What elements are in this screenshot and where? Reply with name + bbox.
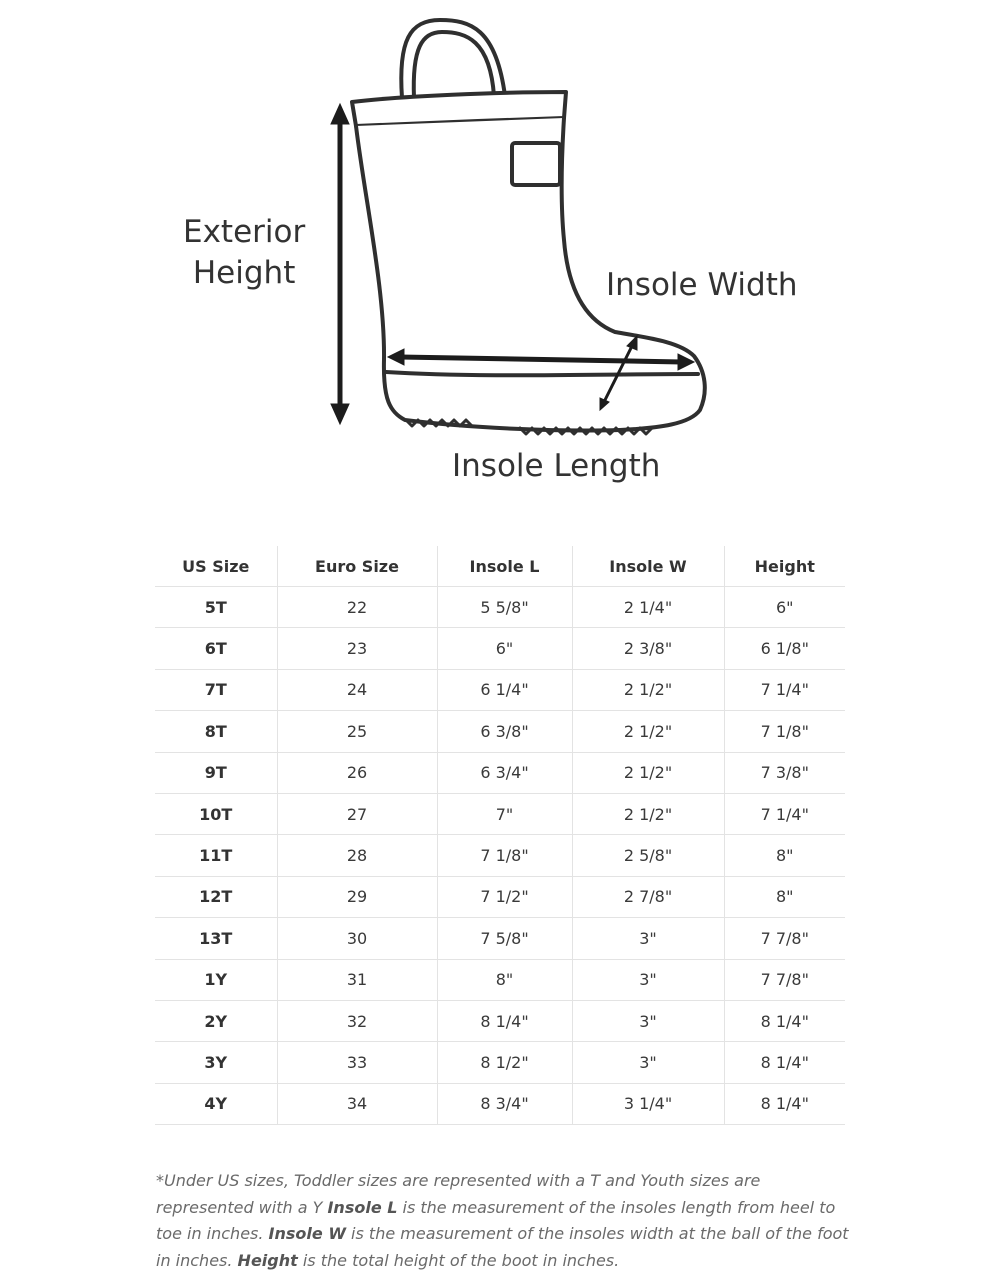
boot-diagram — [0, 0, 1000, 520]
size-chart-footnote — [156, 1168, 856, 1274]
footnote-insole-w-desc: is the measurement of the insoles width at the ball of the foot in inches. — [156, 1224, 849, 1270]
cell-height: 8 1/4" — [724, 1083, 845, 1124]
table-row — [155, 959, 845, 1000]
cell-insole-width: 2 1/2" — [572, 793, 724, 834]
footnote-height-desc: is the total height of the boot in inches. — [297, 1250, 620, 1270]
cell-insole-length: 5 5/8" — [437, 587, 572, 628]
table-row — [155, 793, 845, 834]
footnote-insole-l-term: Insole L — [327, 1197, 398, 1217]
cell-us-size: 6T — [155, 628, 277, 669]
cell-insole-width: 2 7/8" — [572, 876, 724, 917]
cell-height: 8" — [724, 835, 845, 876]
footnote-insole-w-term: Insole W — [268, 1224, 346, 1244]
cell-us-size: 12T — [155, 876, 277, 917]
cell-us-size: 3Y — [155, 1042, 277, 1083]
footnote-intro: *Under US sizes, Toddler sizes are represented with a T and Youth sizes are represented with a Y — [156, 1171, 761, 1217]
exterior-height-label — [183, 212, 305, 294]
cell-insole-length: 8 1/2" — [437, 1042, 572, 1083]
exterior-height-label-line1: Exterior — [183, 214, 306, 250]
table-row — [155, 628, 845, 669]
cell-insole-width: 2 1/2" — [572, 752, 724, 793]
boot-side-tab — [512, 143, 560, 185]
footnote-height-term: Height — [237, 1250, 298, 1270]
cell-height: 7 1/4" — [724, 669, 845, 710]
table-row — [155, 752, 845, 793]
cell-insole-length: 6 3/8" — [437, 711, 572, 752]
cell-us-size: 13T — [155, 918, 277, 959]
header-insole-width: Insole W — [572, 546, 724, 587]
cell-us-size: 11T — [155, 835, 277, 876]
header-height: Height — [724, 546, 845, 587]
cell-euro-size: 27 — [277, 793, 437, 834]
cell-us-size: 2Y — [155, 1000, 277, 1041]
table-header-row — [155, 546, 845, 587]
cell-height: 7 7/8" — [724, 918, 845, 959]
cell-height: 7 1/8" — [724, 711, 845, 752]
cell-us-size: 10T — [155, 793, 277, 834]
cell-insole-width: 2 1/4" — [572, 587, 724, 628]
cell-height: 6" — [724, 587, 845, 628]
table-row — [155, 1042, 845, 1083]
table-row — [155, 711, 845, 752]
cell-euro-size: 25 — [277, 711, 437, 752]
header-us-size: US Size — [155, 546, 277, 587]
cell-us-size: 1Y — [155, 959, 277, 1000]
cell-us-size: 8T — [155, 711, 277, 752]
cell-height: 6 1/8" — [724, 628, 845, 669]
exterior-height-arrow-top — [331, 104, 349, 124]
table-row — [155, 587, 845, 628]
cell-insole-width: 2 3/8" — [572, 628, 724, 669]
table-row — [155, 1000, 845, 1041]
cell-euro-size: 22 — [277, 587, 437, 628]
table-row — [155, 876, 845, 917]
cell-height: 8 1/4" — [724, 1042, 845, 1083]
cell-insole-width: 2 1/2" — [572, 711, 724, 752]
cell-height: 8" — [724, 876, 845, 917]
table-row — [155, 1083, 845, 1124]
cell-insole-width: 3 1/4" — [572, 1083, 724, 1124]
cell-insole-length: 6 1/4" — [437, 669, 572, 710]
cell-insole-length: 7 1/2" — [437, 876, 572, 917]
cell-euro-size: 32 — [277, 1000, 437, 1041]
cell-insole-width: 3" — [572, 1042, 724, 1083]
cell-euro-size: 30 — [277, 918, 437, 959]
cell-euro-size: 29 — [277, 876, 437, 917]
cell-height: 8 1/4" — [724, 1000, 845, 1041]
cell-insole-length: 7 5/8" — [437, 918, 572, 959]
table-row — [155, 918, 845, 959]
cell-euro-size: 23 — [277, 628, 437, 669]
cell-height: 7 3/8" — [724, 752, 845, 793]
insole-length-label: Insole Length — [452, 448, 661, 484]
cell-insole-width: 3" — [572, 918, 724, 959]
exterior-height-label-line2: Height — [192, 255, 296, 291]
exterior-height-arrow-bottom — [331, 404, 349, 424]
cell-us-size: 4Y — [155, 1083, 277, 1124]
cell-euro-size: 34 — [277, 1083, 437, 1124]
cell-insole-width: 3" — [572, 1000, 724, 1041]
cell-insole-length: 7 1/8" — [437, 835, 572, 876]
table-row — [155, 835, 845, 876]
cell-insole-width: 2 1/2" — [572, 669, 724, 710]
footnote-insole-l-desc: is the measurement of the insoles length from heel to toe in inches. — [156, 1197, 836, 1244]
cell-euro-size: 31 — [277, 959, 437, 1000]
cell-euro-size: 28 — [277, 835, 437, 876]
cell-us-size: 7T — [155, 669, 277, 710]
cell-us-size: 9T — [155, 752, 277, 793]
cell-euro-size: 26 — [277, 752, 437, 793]
cell-insole-width: 3" — [572, 959, 724, 1000]
insole-width-label: Insole Width — [606, 267, 798, 303]
table-row — [155, 669, 845, 710]
cell-us-size: 5T — [155, 587, 277, 628]
cell-height: 7 1/4" — [724, 793, 845, 834]
cell-height: 7 7/8" — [724, 959, 845, 1000]
size-chart-table — [155, 546, 845, 1125]
header-euro-size: Euro Size — [277, 546, 437, 587]
cell-insole-length: 8 1/4" — [437, 1000, 572, 1041]
header-insole-length: Insole L — [437, 546, 572, 587]
boot-handle-inner — [414, 32, 494, 98]
cell-euro-size: 24 — [277, 669, 437, 710]
cell-insole-length: 6" — [437, 628, 572, 669]
cell-insole-length: 6 3/4" — [437, 752, 572, 793]
cell-insole-length: 7" — [437, 793, 572, 834]
boot-illustration — [0, 0, 1000, 520]
cell-euro-size: 33 — [277, 1042, 437, 1083]
cell-insole-length: 8" — [437, 959, 572, 1000]
cell-insole-length: 8 3/4" — [437, 1083, 572, 1124]
cell-insole-width: 2 5/8" — [572, 835, 724, 876]
